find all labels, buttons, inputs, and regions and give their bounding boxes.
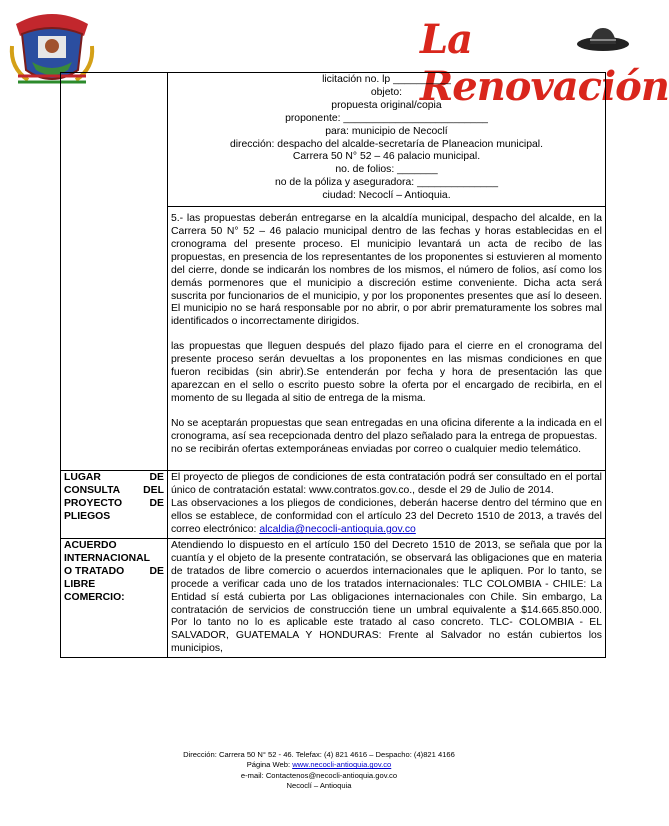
envelope-line: no de la póliza y aseguradora: ______________: [274, 177, 498, 189]
label-word: DEL: [143, 485, 164, 497]
footer-email: e-mail: Contactenos@necocli-antioquia.gov.co: [240, 770, 398, 780]
acuerdo-internacional-content: [167, 539, 605, 658]
acuerdo-paragraph: Atendiendo lo dispuesto en el artículo 150 del Decreto 1510 de 2013, se señala que por la cuantía y el objeto de la presente contratación, se observará las obligaciones que en materia de tratados de libre comercio o acuerdos internacionales que le apliquen. Por lo tanto, se procede a verificar cada uno de los tratados internacionales: TLC COLOMBIA - CHILE: La Entidad sí está cubierta por Las obligaciones internacionales con Chile. Sin embargo, La contratación de servicios de construcción tiene un umbral equivalente a $14.665.850.000. Por lo tanto no lo es aplicable este tratado al caso concreto. TLC- COLOMBIA - EL SALVADOR, GUATEMALA Y HONDURAS: Frente al Salvador no están cubiertos los municipios,: [170, 540, 602, 655]
envelope-line: para: municipio de Necoclí: [325, 125, 448, 137]
envelope-line: objeto:: [370, 86, 403, 98]
footer-address: Dirección: Carrera 50 N° 52 - 46. Telefax: (4) 821 4616 – Despacho: (4)821 4166: [183, 750, 455, 759]
envelope-label-block: [167, 73, 605, 471]
envelope-line: no. de folios: _______: [335, 164, 438, 176]
lugar-paragraph-2-text: Las observaciones a los pliegos de condiciones, deberán hacerse dentro del término que en ellos se establece, de conformidad con el artículo 23 del Decreto 1510 de 2013, a través del correo electrónico:: [170, 498, 602, 536]
label-word: LUGAR: [64, 472, 101, 484]
label-word: DE: [149, 498, 164, 510]
label-word: COMERCIO:: [64, 591, 125, 603]
section5-paragraph-4: no se recibirán ofertas extemporáneas enviadas por correo o cualquier medio telemático.: [170, 443, 582, 455]
label-word: DE: [149, 472, 164, 484]
website-link[interactable]: www.necocli-antioquia.gov.co: [292, 760, 392, 770]
envelope-line: proponente: _________________________: [285, 112, 488, 124]
label-word: PLIEGOS: [64, 511, 111, 523]
envelope-line: licitación no. lp __________: [322, 74, 451, 85]
empty-label-cell: [61, 73, 168, 471]
footer-web-prefix: Página Web:: [246, 760, 293, 770]
section5-paragraph-3: No se aceptarán propuestas que sean entregadas en una oficina diferente a la indicada en el cronograma, así sea recepcionada dentro del plazo señalado para la entrega de propuestas.: [170, 417, 602, 442]
lugar-consulta-content: [167, 471, 605, 539]
lugar-consulta-label: [61, 471, 168, 539]
envelope-line: propuesta original/copia: [331, 99, 442, 111]
lugar-paragraph-2: [171, 498, 602, 537]
envelope-line: ciudad: Necoclí – Antioquia.: [322, 190, 451, 202]
footer-web: [0, 760, 638, 770]
footer-city: Necoclí – Antioquia: [286, 781, 352, 791]
section5-paragraph-2: las propuestas que lleguen después del plazo fijado para el cierre en el cronograma del presente proceso serán devueltas a los proponentes en las mismas condiciones en que fueron recibidas (sin abrir).Se entenderán por fecha y hora de presentación las que aparezcan en el sello o escrito puesto sobre la oferta por el encargado de recibirla, en el momento de su llegada al sitio de entrega de la misma.: [170, 341, 602, 404]
section5-paragraph-1: 5.- las propuestas deberán entregarse en la alcaldía municipal, despacho del alcalde, en la Carrera 50 N° 52 – 46 palacio municipal dentro de las fechas y horas establecidas en el cronograma del presente proceso. El municipio levantará un acta de recibo de las propuestas, en presencia de los representantes de los proponentes si estuvieren al momento del cierre, donde se indicarán los nombres de los mismos, el número de folios, así como los demás pormenores que el municipio a discreción estime conveniente. Dicha acta será suscrita por funcionarios de el municipio, y por los proponentes presentes que así lo deseen. El municipio no se hará responsable por no abrir, o por abrir prematuramente los sobres mal identificados o incorrectamente dirigidos.: [170, 213, 602, 328]
label-word: O TRATADO: [64, 565, 125, 577]
label-word: ACUERDO: [64, 540, 117, 551]
label-word: DE: [149, 565, 164, 577]
label-word: LIBRE: [64, 578, 96, 590]
lugar-paragraph-1: El proyecto de pliegos de condiciones de esta contratación podrá ser consultado en el portal único de contratación estatal: www.contratos.gov.co., desde el 29 de Julio de 2014.: [170, 472, 602, 497]
envelope-line: Carrera 50 N° 52 – 46 palacio municipal.: [292, 151, 481, 163]
bidding-conditions-table: [60, 72, 606, 658]
alcaldia-email-link[interactable]: alcaldia@necocli-antioquia.gov.co: [259, 524, 416, 536]
acuerdo-internacional-label: [61, 539, 168, 658]
page-footer: [0, 750, 638, 792]
label-word: PROYECTO: [64, 498, 123, 510]
hat-icon: [576, 24, 630, 54]
la-renovacion-logo: La Renovación: [420, 16, 669, 110]
envelope-line: dirección: despacho del alcalde-secretaría de Planeacion municipal.: [229, 138, 543, 150]
label-word: CONSULTA: [64, 485, 121, 497]
label-word: INTERNACIONAL: [64, 552, 151, 564]
